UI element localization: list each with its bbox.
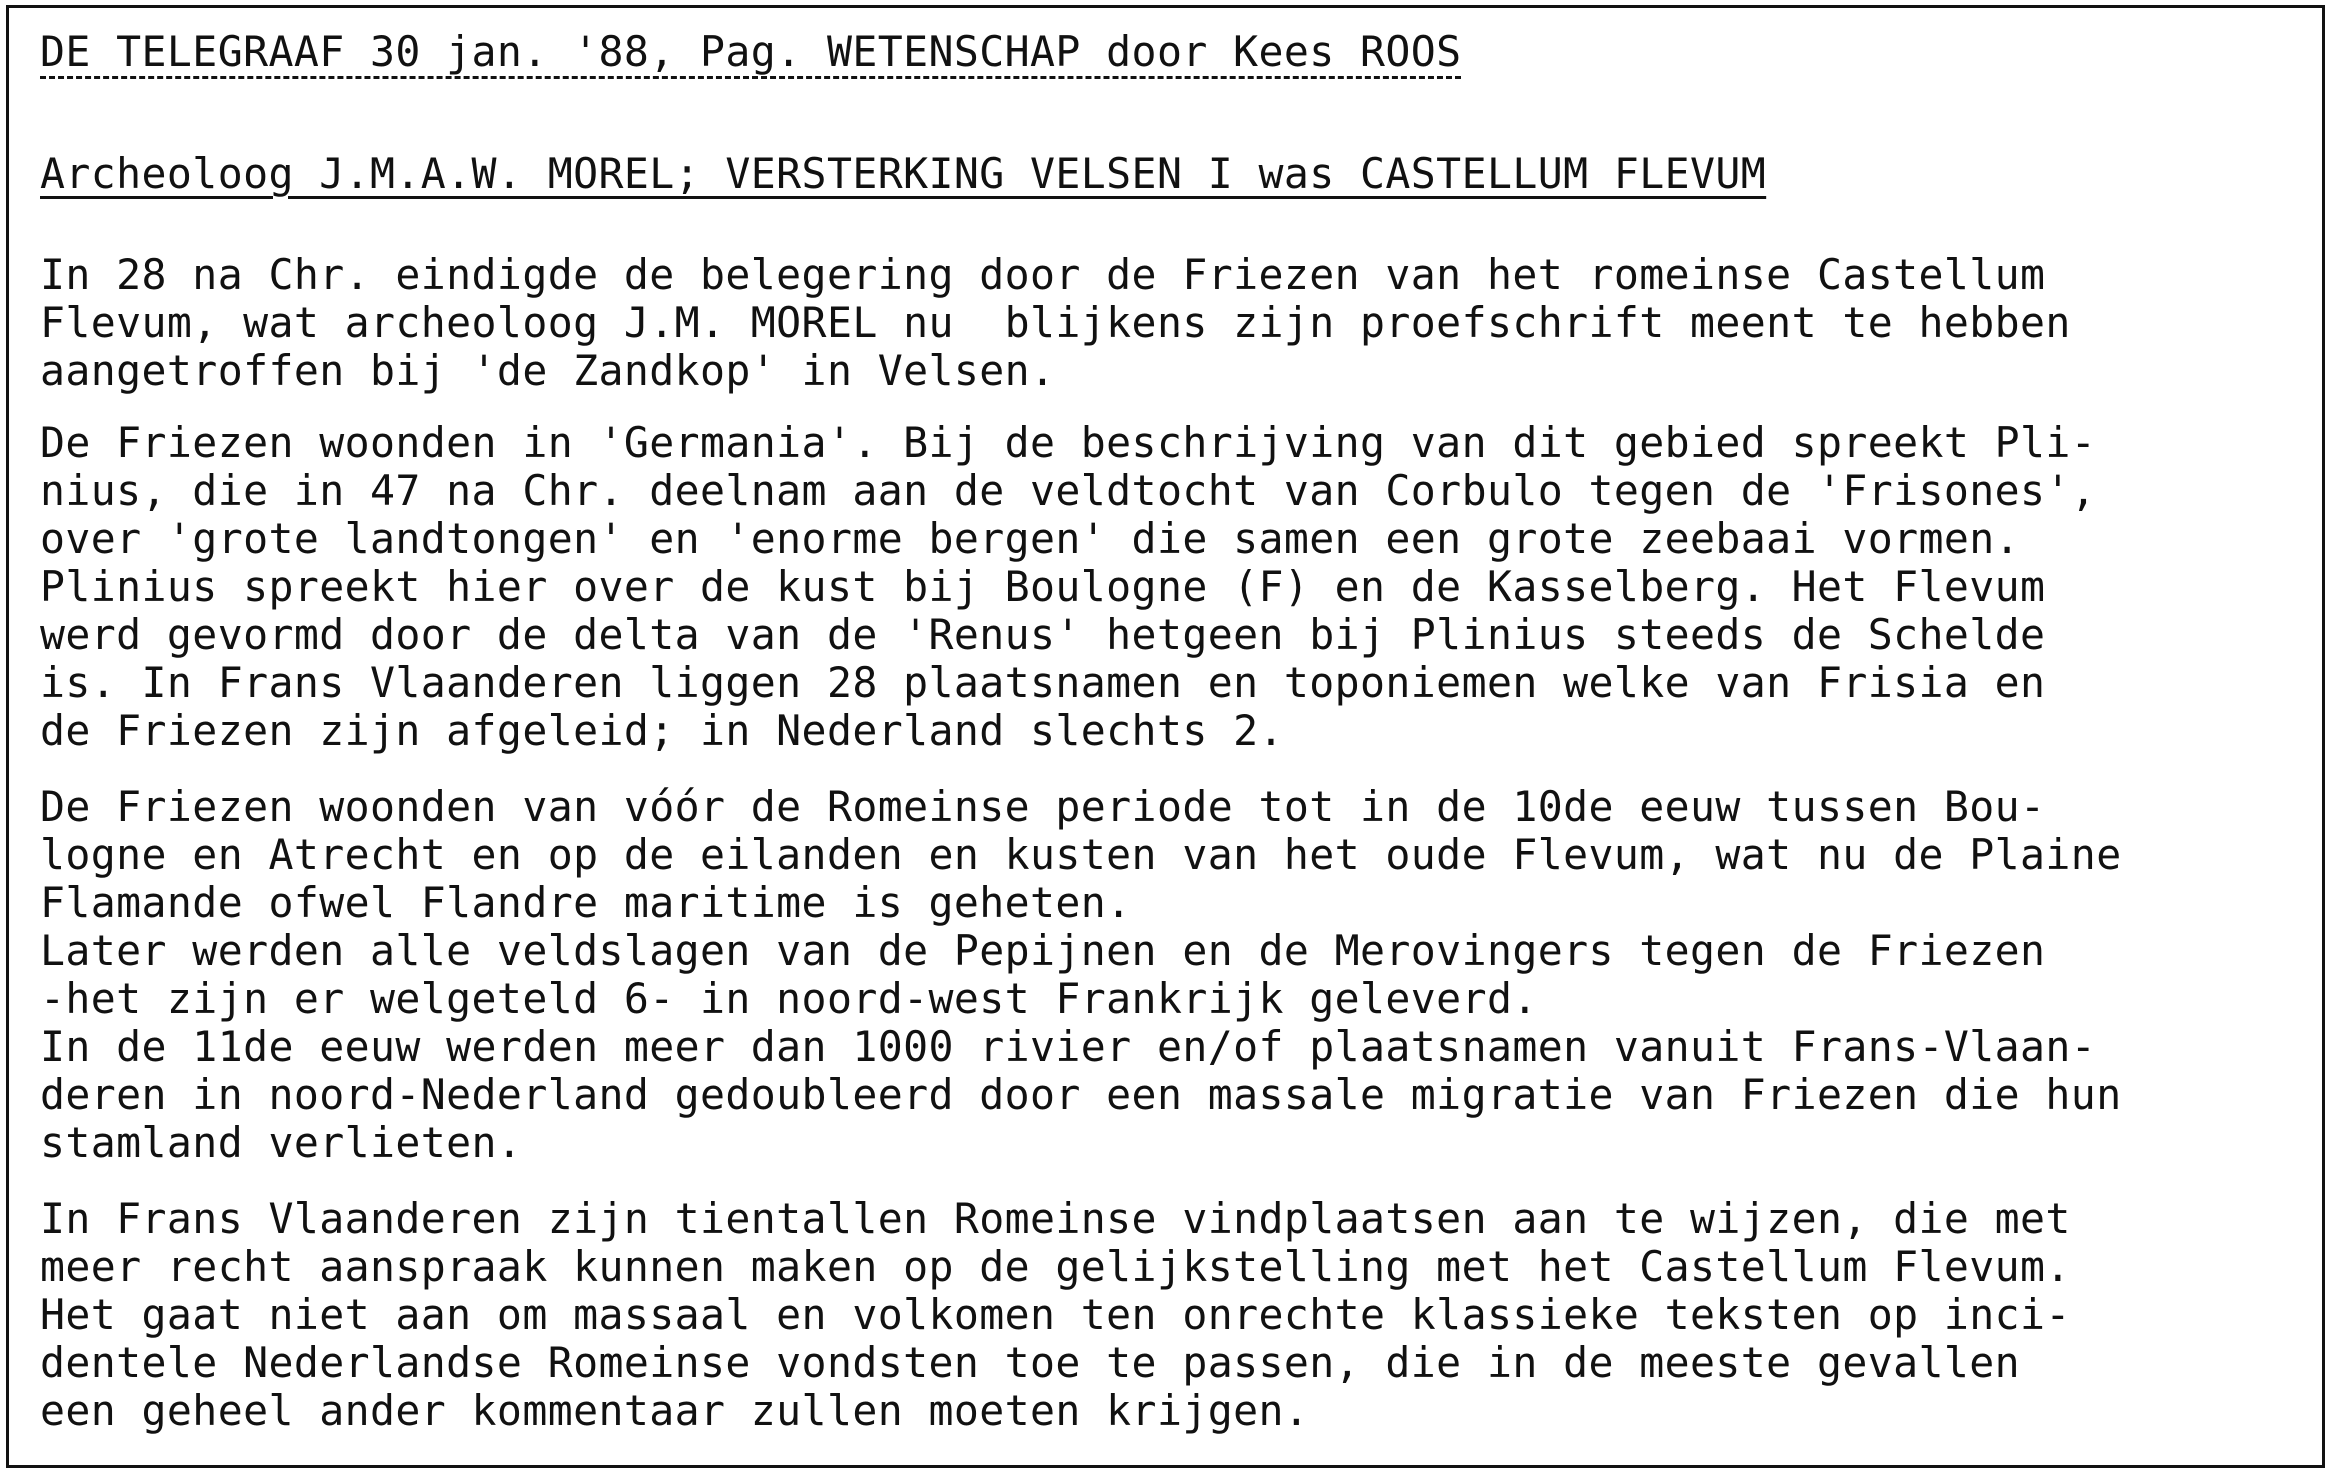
paragraph-2-line-6: is. In Frans Vlaanderen liggen 28 plaatsnamen en toponiemen welke van Frisia en (40, 658, 2046, 707)
paragraph-1-line-1: In 28 na Chr. eindigde de belegering door de Friezen van het romeinse Castellum (40, 250, 2046, 299)
paragraph-3-line-5: -het zijn er welgeteld 6- in noord-west Frankrijk geleverd. (40, 974, 1538, 1023)
paragraph-2-line-7: de Friezen zijn afgeleid; in Nederland slechts 2. (40, 706, 1284, 755)
paragraph-3-line-3: Flamande ofwel Flandre maritime is geheten. (40, 878, 1132, 927)
paragraph-2-line-2: nius, die in 47 na Chr. deelnam aan de veldtocht van Corbulo tegen de 'Frisones', (40, 466, 2097, 515)
paragraph-1-line-3: aangetroffen bij 'de Zandkop' in Velsen. (40, 346, 1056, 395)
paragraph-3-line-8: stamland verlieten. (40, 1118, 523, 1167)
header-source-line: DE TELEGRAAF 30 jan. '88, Pag. WETENSCHAP door Kees ROOS (40, 27, 1462, 76)
paragraph-4-line-2: meer recht aanspraak kunnen maken op de gelijkstelling met het Castellum Flevum. (40, 1242, 2071, 1291)
paragraph-2-line-5: werd gevormd door de delta van de 'Renus' hetgeen bij Plinius steeds de Schelde (40, 610, 2046, 659)
paragraph-3-line-1: De Friezen woonden van vóór de Romeinse periode tot in de 10de eeuw tussen Bou- (40, 782, 2046, 831)
paragraph-4-line-1: In Frans Vlaanderen zijn tientallen Romeinse vindplaatsen aan te wijzen, die met (40, 1194, 2071, 1243)
paragraph-3-line-4: Later werden alle veldslagen van de Pepijnen en de Merovingers tegen de Friezen (40, 926, 2046, 975)
article-headline: Archeoloog J.M.A.W. MOREL; VERSTERKING VELSEN I was CASTELLUM FLEVUM (40, 149, 1767, 198)
paragraph-4-line-5: een geheel ander kommentaar zullen moeten krijgen. (40, 1386, 1310, 1435)
paragraph-3-line-2: logne en Atrecht en op de eilanden en kusten van het oude Flevum, wat nu de Plaine (40, 830, 2122, 879)
paragraph-1-line-2: Flevum, wat archeoloog J.M. MOREL nu blijkens zijn proefschrift meent te hebben (40, 298, 2071, 347)
paragraph-2-line-1: De Friezen woonden in 'Germania'. Bij de beschrijving van dit gebied spreekt Pli- (40, 418, 2097, 467)
paragraph-2-line-3: over 'grote landtongen' en 'enorme bergen' die samen een grote zeebaai vormen. (40, 514, 2021, 563)
paragraph-2-line-4: Plinius spreekt hier over de kust bij Boulogne (F) en de Kasselberg. Het Flevum (40, 562, 2046, 611)
paragraph-4-line-4: dentele Nederlandse Romeinse vondsten toe te passen, die in de meeste gevallen (40, 1338, 2021, 1387)
paragraph-3-line-6: In de 11de eeuw werden meer dan 1000 rivier en/of plaatsnamen vanuit Frans-Vlaan- (40, 1022, 2097, 1071)
paragraph-4-line-3: Het gaat niet aan om massaal en volkomen ten onrechte klassieke teksten op inci- (40, 1290, 2071, 1339)
paragraph-3-line-7: deren in noord-Nederland gedoubleerd door een massale migratie van Friezen die hun (40, 1070, 2122, 1119)
